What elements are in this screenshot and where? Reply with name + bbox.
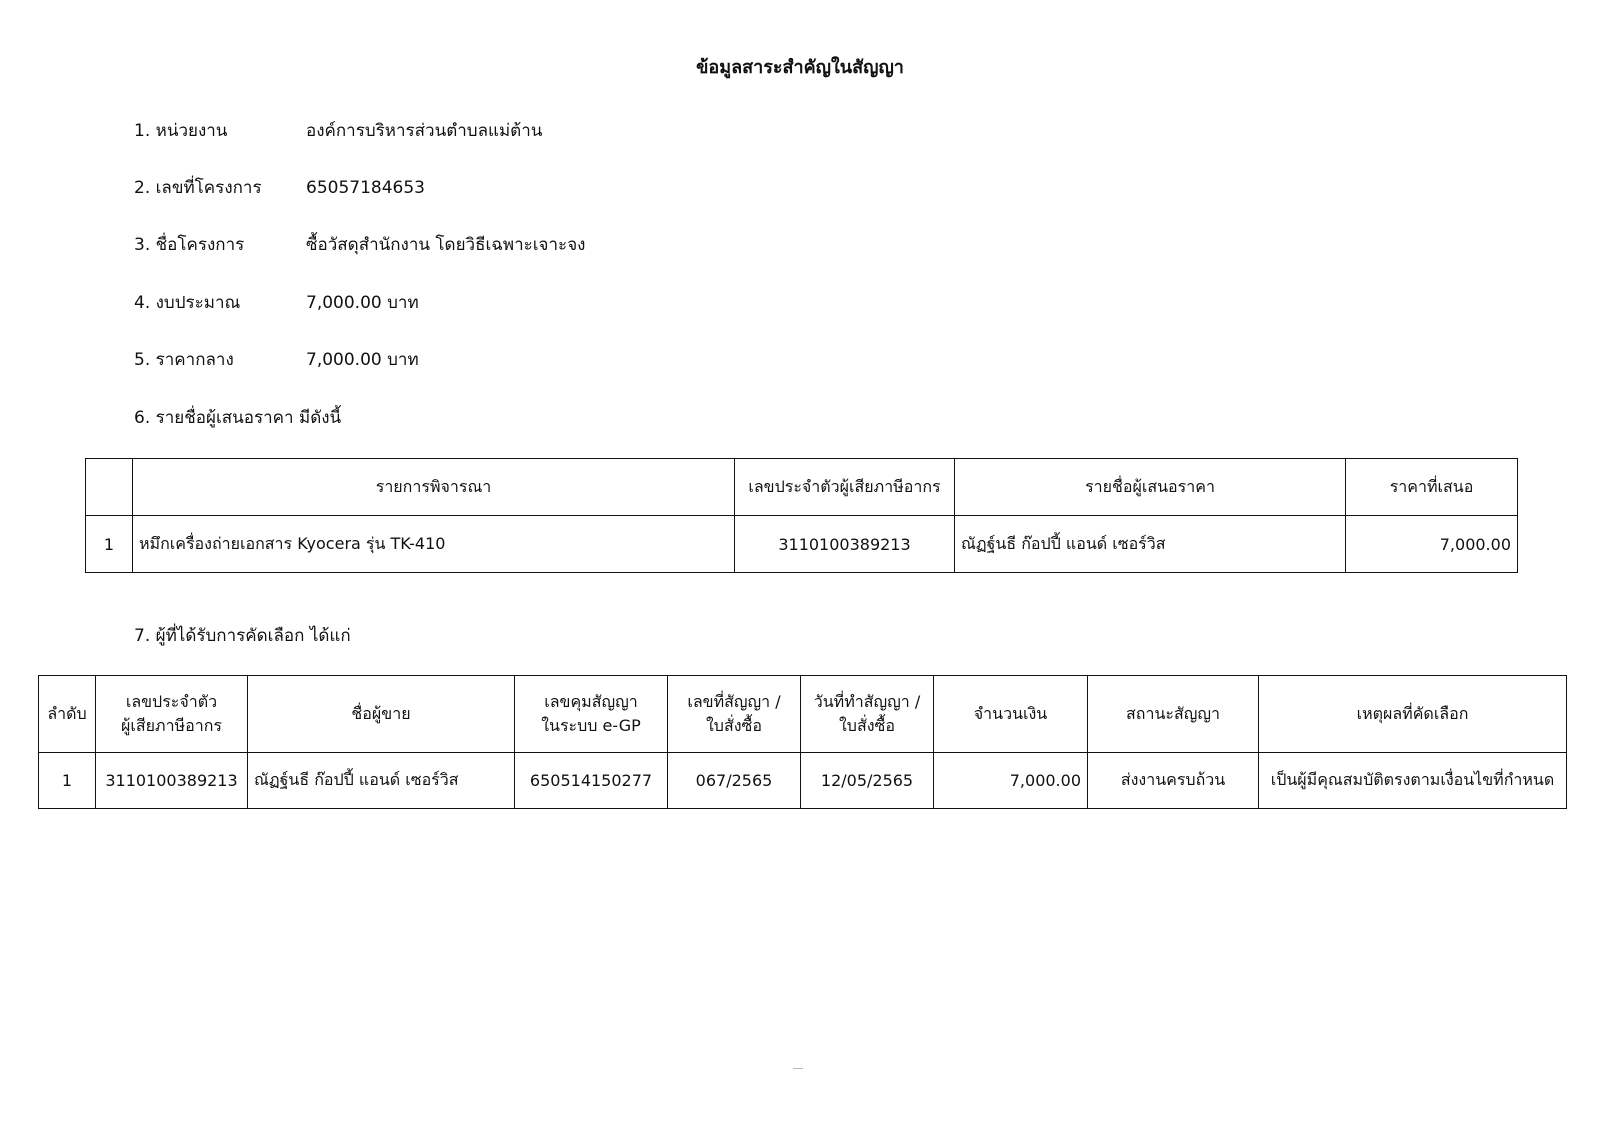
selected-header-reason-line1: เหตุผลที่คัดเลือก (1356, 704, 1469, 723)
bidders-header-tax-id: เลขประจำตัวผู้เสียภาษีอากร (735, 459, 955, 516)
info-project-name (134, 232, 585, 258)
selected-header-contract-date (801, 676, 934, 753)
table-row (39, 753, 1567, 809)
selected-header-tax-id-line1: เลขประจำตัว (125, 692, 218, 711)
table-row (86, 516, 1518, 573)
selected-header-contract-number-line2: ใบสั่งซื้อ (705, 716, 762, 735)
selected-header-contract-number-line1: เลขที่สัญญา / (687, 692, 781, 711)
page-divider-mark (793, 1068, 803, 1069)
bidders-cell-index: 1 (86, 516, 133, 573)
selected-header-egp-number (515, 676, 668, 753)
document-title: ข้อมูลสาระสำคัญในสัญญา (696, 57, 904, 78)
selected-cell-contract-number: 067/2565 (668, 753, 801, 809)
selected-header-contract-date-line1: วันที่ทำสัญญา / (813, 692, 921, 711)
bidders-table (85, 458, 1518, 573)
info-agency (134, 118, 542, 144)
selected-header-index (39, 676, 96, 753)
selected-header-egp-number-line1: เลขคุมสัญญา (544, 692, 638, 711)
info-project-number (134, 175, 425, 201)
selected-table-header-row (39, 676, 1567, 753)
info-median-price (134, 347, 419, 373)
selected-cell-contract-date: 12/05/2565 (801, 753, 934, 809)
selected-cell-index: 1 (39, 753, 96, 809)
bidders-cell-item: หมึกเครื่องถ่ายเอกสาร Kyocera รุ่น TK-410 (133, 516, 735, 573)
selected-header-status (1088, 676, 1259, 753)
selected-header-amount (934, 676, 1088, 753)
selected-cell-status: ส่งงานครบถ้วน (1088, 753, 1259, 809)
selected-cell-egp-number: 650514150277 (515, 753, 668, 809)
info-median-price-label: 5. ราคากลาง (134, 350, 234, 370)
selected-cell-reason: เป็นผู้มีคุณสมบัติตรงตามเงื่อนไขที่กำหนด (1259, 753, 1567, 809)
selected-cell-seller-name: ณัฏฐ์นธี ก๊อปปี้ แอนด์ เซอร์วิส (248, 753, 515, 809)
selected-header-index-line1: ลำดับ (47, 704, 87, 723)
selected-header-amount-line1: จำนวนเงิน (973, 704, 1048, 723)
bidders-header-bidder-name: รายชื่อผู้เสนอราคา (955, 459, 1346, 516)
info-project-name-label: 3. ชื่อโครงการ (134, 235, 245, 255)
info-agency-label: 1. หน่วยงาน (134, 121, 228, 141)
info-budget-label: 4. งบประมาณ (134, 293, 241, 313)
selected-header-egp-number-line2: ในระบบ e-GP (541, 716, 641, 735)
selected-heading: 7. ผู้ที่ได้รับการคัดเลือก ได้แก่ (134, 626, 351, 646)
selected-header-status-line1: สถานะสัญญา (1126, 704, 1220, 723)
bidders-cell-tax-id: 3110100389213 (735, 516, 955, 573)
bidders-table-header-row (86, 459, 1518, 516)
selected-header-contract-date-line2: ใบสั่งซื้อ (838, 716, 895, 735)
info-project-number-label: 2. เลขที่โครงการ (134, 178, 262, 198)
selected-cell-amount: 7,000.00 (934, 753, 1088, 809)
bidders-header-item: รายการพิจารณา (133, 459, 735, 516)
bidders-cell-offered-price: 7,000.00 (1346, 516, 1518, 573)
selected-header-reason (1259, 676, 1567, 753)
info-project-name-value: ซื้อวัสดุสำนักงาน โดยวิธีเฉพาะเจาะจง (306, 235, 586, 255)
selected-header-seller-name-line1: ชื่อผู้ขาย (351, 704, 411, 723)
selected-header-seller-name (248, 676, 515, 753)
info-project-number-value: 65057184653 (306, 178, 425, 198)
info-budget (134, 290, 419, 316)
bidders-header-index (86, 459, 133, 516)
selected-table (38, 675, 1567, 809)
selected-header-tax-id-line2: ผู้เสียภาษีอากร (121, 716, 222, 735)
bidders-cell-bidder-name: ณัฏฐ์นธี ก๊อปปี้ แอนด์ เซอร์วิส (955, 516, 1346, 573)
selected-header-contract-number (668, 676, 801, 753)
info-agency-value: องค์การบริหารส่วนตำบลแม่ต้าน (306, 121, 543, 141)
selected-cell-tax-id: 3110100389213 (96, 753, 248, 809)
bidders-header-offered-price: ราคาที่เสนอ (1346, 459, 1518, 516)
info-median-price-value: 7,000.00 บาท (306, 350, 419, 370)
selected-header-tax-id (96, 676, 248, 753)
info-budget-value: 7,000.00 บาท (306, 293, 419, 313)
bidders-heading: 6. รายชื่อผู้เสนอราคา มีดังนี้ (134, 408, 342, 428)
